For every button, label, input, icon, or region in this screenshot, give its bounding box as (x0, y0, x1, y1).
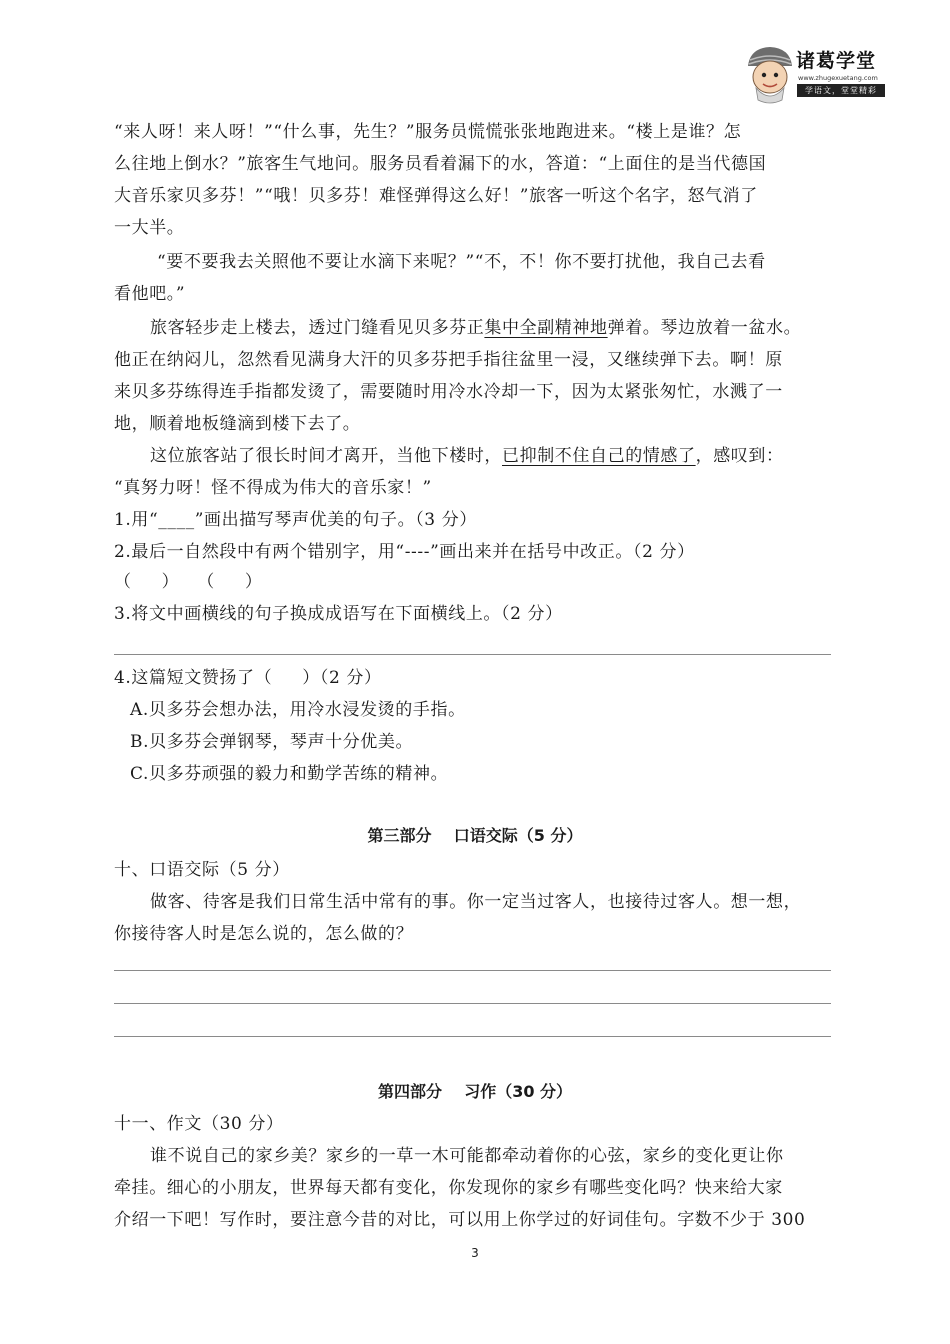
underlined-phrase: 已抑制不住自己的情感了 (502, 446, 696, 466)
passage-line: 么往地上倒水？”旅客生气地问。服务员看着漏下的水，答道：“上面住的是当代德国 (114, 154, 767, 174)
question-4: 4.这篇短文赞扬了（ ）（2 分） (114, 668, 382, 688)
question-2-blanks: （ ） （ ） (114, 572, 263, 592)
passage-line: 地，顺着地板缝滴到楼下去了。 (114, 414, 361, 434)
option-c: C.贝多芬顽强的毅力和勤学苦练的精神。 (130, 764, 449, 784)
passage-line-underlined (150, 444, 837, 468)
question-1: 1.用“____”画出描写琴声优美的句子。（3 分） (114, 510, 477, 530)
passage-line: “来人呀！来人呀！”“什么事，先生？”服务员慌慌张张地跑进来。“楼上是谁？怎 (114, 122, 742, 142)
question-title: 十、口语交际（5 分） (114, 860, 290, 880)
answer-line (114, 970, 831, 971)
passage-line: 大音乐家贝多芬！”“哦！贝多芬！难怪弹得这么好！”旅客一听这个名字，怒气消了 (114, 186, 758, 206)
page-number: 3 (471, 1246, 479, 1260)
underlined-phrase: 集中全副精神地 (484, 318, 608, 338)
question-2: 2.最后一自然段中有两个错别字，用“----”画出来并在括号中改正。（2 分） (114, 542, 695, 562)
passage-line: 看他吧。” (114, 284, 186, 304)
passage-line: 一大半。 (114, 218, 185, 238)
prompt-line: 介绍一下吧！写作时，要注意今昔的对比，可以用上你学过的好词佳句。字数不少于 300 (114, 1210, 806, 1230)
prompt-line: 谁不说自己的家乡美？家乡的一草一木可能都牵动着你的心弦，家乡的变化更让你 (150, 1146, 784, 1166)
prompt-line: 牵挂。细心的小朋友，世界每天都有变化，你发现你的家乡有哪些变化吗？快来给大家 (114, 1178, 783, 1198)
prompt-line: 你接待客人时是怎么说的，怎么做的？ (114, 924, 414, 944)
brand-logo (740, 44, 890, 104)
passage-line: “要不要我去关照他不要让水滴下来呢？”“不，不！你不要打扰他，我自己去看 (157, 252, 766, 272)
prompt-line: 做客、待客是我们日常生活中常有的事。你一定当过客人，也接待过客人。想一想， (150, 892, 802, 912)
passage-text: 这位旅客站了很长时间才离开，当他下楼时， (150, 446, 502, 466)
section-heading: 第三部分 口语交际（5 分） (367, 826, 583, 845)
option-b: B.贝多芬会弹钢琴，琴声十分优美。 (130, 732, 414, 752)
passage-text: 弹着。琴边放着一盆水。 (607, 318, 802, 338)
question-title: 十一、作文（30 分） (114, 1114, 284, 1134)
mascot-icon (740, 44, 796, 104)
passage-text: ，感叹到： (695, 446, 784, 466)
passage-line: 来贝多芬练得连手指都发烫了，需要随时用冷水冷却一下，因为太紧张匆忙，水溅了一 (114, 382, 783, 402)
answer-line (114, 1036, 831, 1037)
question-3: 3.将文中画横线的句子换成成语写在下面横线上。（2 分） (114, 604, 563, 624)
answer-line (114, 654, 831, 655)
passage-line: 他正在纳闷儿，忽然看见满身大汗的贝多芬把手指往盆里一浸，又继续弹下去。啊！原 (114, 350, 783, 370)
section-heading: 第四部分 习作（30 分） (377, 1082, 573, 1101)
option-a: A.贝多芬会想办法，用冷水浸发烫的手指。 (130, 700, 466, 720)
passage-line: “真努力呀！怪不得成为伟大的音乐家！” (114, 478, 432, 498)
logo-url: www.zhugexuetang.com (798, 74, 878, 82)
logo-title: 诸葛学堂 (796, 50, 877, 72)
answer-line (114, 1003, 831, 1004)
passage-line-underlined (150, 316, 837, 340)
logo-slogan: 学语文，堂堂精彩 (797, 84, 885, 97)
passage-text: 旅客轻步走上楼去，透过门缝看见贝多芬正 (150, 318, 485, 338)
